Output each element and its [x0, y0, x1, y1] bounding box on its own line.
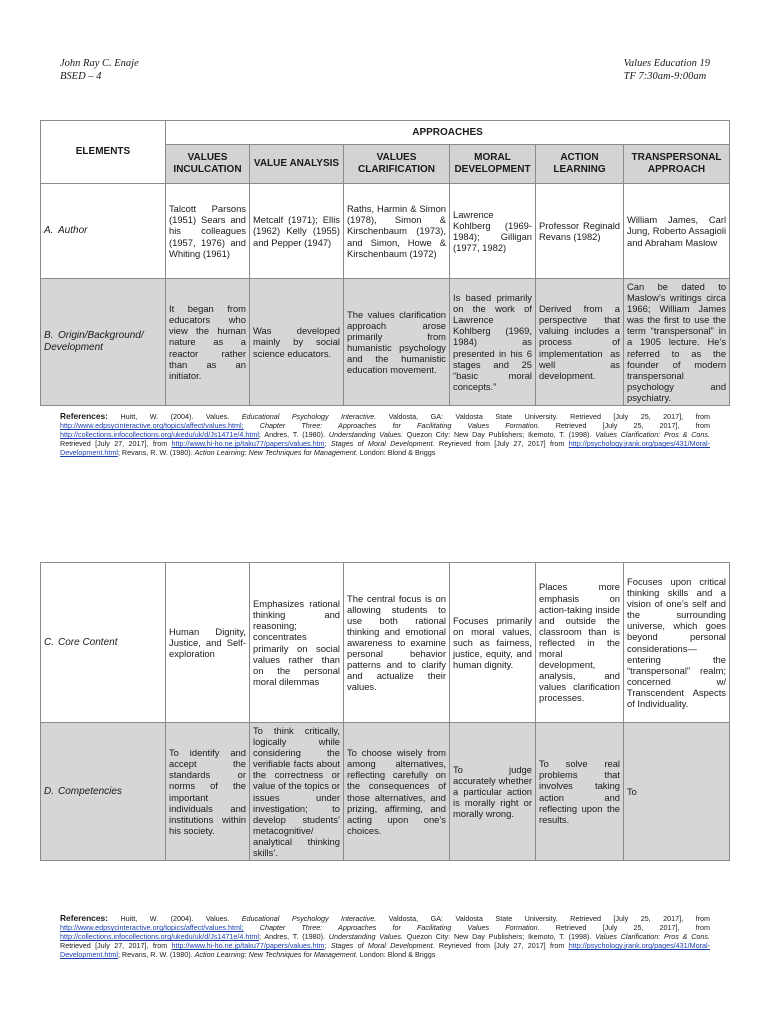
reference-text: Valdosta, GA: Valdosta State University. Retrieved [July 25, 2017], from [376, 914, 711, 923]
reference-title: Understanding Values. [328, 430, 404, 440]
table-cell: The central focus is on allowing students to use both rational thinking and emotional awareness to examine personal behavior patterns and to clarify and actualize their values. [344, 563, 450, 723]
table-cell: Focuses upon critical thinking skills and a vision of one’s self and the surrounding universe, which goes beyond personal considerations— entering the “transpersonal” realm; concerned w/ Transcendent Aspects of Individuality. [624, 563, 730, 723]
row-title: Core Content [58, 636, 118, 648]
reference-link[interactable]: http://www.hi-ho.ne.jp/taku77/papers/values.htm [171, 941, 325, 951]
table-cell: To think critically, logically while considering the verifiable facts about the correctness or value of the topics or issues under investigation; to develop students’ metacognitive/ analytical thinking skills’. [250, 723, 344, 861]
reference-text: Retrieved [July 25, 2017], from [539, 923, 711, 933]
reference-text [244, 421, 260, 430]
table-cell: William James, Carl Jung, Roberto Assagioli and Abraham Maslow [624, 184, 730, 279]
table-cell: It began from educators who view the human nature as a reactor rather than as an initiator. [166, 279, 250, 406]
table-cell: To judge accurately whether a particular action is morally right or morally wrong. [450, 723, 536, 861]
row-label [41, 184, 166, 279]
table-cell: Emphasizes rational thinking and reasoning; concentrates primarily on social values rather than on the personal moral dilemmas [250, 563, 344, 723]
reference-title: Chapter Three: Approaches for Facilitating Values Formation. [259, 923, 540, 933]
row-title: Author [58, 225, 88, 236]
column-header: VALUES INCULCATION [166, 145, 250, 184]
references-label: References: [60, 913, 108, 923]
reference-title: Values Clarification: Pros & Cons. [595, 932, 710, 942]
elements-header: ELEMENTS [41, 121, 166, 184]
column-header: VALUE ANALYSIS [250, 145, 344, 184]
reference-link[interactable]: http://psychology.jrank.org/pages/431/Moral-Development.html [60, 439, 711, 458]
author-name: John Ray C. Enaje [60, 58, 139, 69]
reference-text: Quezon City: New Day Publishers; Ikemoto, T. (1998). [403, 932, 596, 942]
table-row [41, 723, 730, 861]
row-label [41, 723, 166, 861]
reference-text: Reyrieved from [July 27, 2017] from [434, 439, 569, 449]
table-cell: Places more emphasis on action-taking inside and outside the classroom than is reflected in the moral development, analysis, and values clarification processes. [536, 563, 624, 723]
row-label [41, 563, 166, 723]
reference-text: ; [324, 439, 331, 449]
table-cell: Is based primarily on the work of Lawrence Kohlberg (1969, 1984) as presented in his 6 stages and 25 “basic moral concepts.” [450, 279, 536, 406]
table-cell: To choose wisely from among alternatives, reflecting carefully on the consequences of those alternatives, and prizing, affirming, and acting upon one’s choices. [344, 723, 450, 861]
reference-link[interactable]: http://www.edpsycinteractive.org/topics/affect/values.html; [60, 923, 244, 933]
table-cell: Talcott Parsons (1951) Sears and his colleagues (1957, 1976) and Whiting (1961) [166, 184, 250, 279]
reference-title: Understanding Values. [328, 932, 404, 942]
row-label [41, 279, 166, 406]
row-index: A. [44, 225, 54, 236]
reference-text: ; [324, 941, 331, 951]
reference-title: Stages of Moral Development. [330, 439, 435, 449]
references-block [60, 914, 710, 959]
reference-title: Educational Psychology Interactive. [241, 412, 377, 421]
row-index: B. [44, 330, 54, 342]
table-cell: Professor Reginald Revans (1982) [536, 184, 624, 279]
reference-text [244, 923, 260, 932]
table-cell: Can be dated to Maslow’s writings circa 1966; William James was the first to use the term “transpersonal” in a 1905 lecture. He’s referred to as the founder of modern transpersonal psychology and psychiatry. [624, 279, 730, 406]
approaches-header: APPROACHES [166, 121, 730, 145]
reference-text: ; Revans, R. W. (1980). [117, 448, 195, 458]
reference-text: Retrieved [July 27, 2017], from [60, 941, 172, 951]
table-cell: Raths, Harmin & Simon (1978), Simon & Kirschenbaum (1973), and Simon, Howe & Kirschenbaum (1972) [344, 184, 450, 279]
table-cell: Derived from a perspective that valuing includes a process of implementation as well as development. [536, 279, 624, 406]
reference-title: Chapter Three: Approaches for Facilitating Values Formation. [259, 421, 540, 431]
approaches-table-2 [40, 562, 730, 861]
reference-text: Reyrieved from [July 27, 2017] from [434, 941, 569, 951]
references-label: References: [60, 411, 108, 421]
table-cell: Focuses primarily on moral values, such as fairness, justice, equity, and human dignity. [450, 563, 536, 723]
reference-text: Huitt, W. (2004). Values. [107, 914, 242, 923]
table-row [41, 279, 730, 406]
reference-text: Retrieved [July 27, 2017], from [60, 439, 172, 449]
reference-link[interactable]: http://www.hi-ho.ne.jp/taku77/papers/values.htm [171, 439, 325, 449]
table-cell: Lawrence Kohlberg (1969-1984); Gilligan (1977, 1982) [450, 184, 536, 279]
reference-text: ; Revans, R. W. (1980). [117, 950, 195, 960]
reference-text: ; Andres, T. (1980). [258, 430, 329, 440]
reference-text: Retrieved [July 25, 2017], from [539, 421, 711, 431]
reference-title: Values Clarification: Pros & Cons. [595, 430, 710, 440]
reference-link[interactable]: http://collections.infocollections.org/ukedu/uk/d/Js1471e/4.html [60, 430, 259, 440]
reference-title: Action Learning: New Techniques for Management. [194, 950, 358, 960]
row-title: Competencies [58, 785, 122, 797]
reference-text: London: Blond & Briggs [357, 950, 436, 960]
table-row [41, 563, 730, 723]
reference-text: London: Blond & Briggs [357, 448, 436, 458]
row-index: D. [44, 785, 54, 797]
references-block [60, 412, 710, 457]
author-header [60, 57, 139, 83]
column-header: TRANSPERSONAL APPROACH [624, 145, 730, 184]
reference-title: Action Learning: New Techniques for Management. [194, 448, 358, 458]
approaches-table-1 [40, 120, 730, 406]
column-header: VALUES CLARIFICATION [344, 145, 450, 184]
reference-text: Quezon City: New Day Publishers; Ikemoto, T. (1998). [403, 430, 596, 440]
table-cell: Metcalf (1971); Ellis (1962) Kelly (1955) and Pepper (1947) [250, 184, 344, 279]
table-row [41, 184, 730, 279]
table-cell: The values clarification approach arose primarily from humanistic psychology and the humanistic education movement. [344, 279, 450, 406]
reference-link[interactable]: http://www.edpsycinteractive.org/topics/affect/values.html; [60, 421, 244, 431]
column-header: ACTION LEARNING [536, 145, 624, 184]
course-name: Values Education 19 [623, 58, 710, 69]
table-cell: To identify and accept the standards or norms of the important individuals and institutions within his society. [166, 723, 250, 861]
table-cell: To [624, 723, 730, 861]
course-schedule: TF 7:30am-9:00am [623, 71, 707, 82]
column-header: MORAL DEVELOPMENT [450, 145, 536, 184]
reference-text: Valdosta, GA: Valdosta State University. Retrieved [July 25, 2017], from [376, 412, 711, 421]
reference-link[interactable]: http://psychology.jrank.org/pages/431/Moral-Development.html [60, 941, 711, 960]
reference-title: Educational Psychology Interactive. [241, 914, 377, 923]
course-header [624, 57, 710, 83]
reference-text: ; Andres, T. (1980). [258, 932, 329, 942]
table-cell: Was developed mainly by social science educators. [250, 279, 344, 406]
table-cell: Human Dignity, Justice, and Self-exploration [166, 563, 250, 723]
reference-text: Huitt, W. (2004). Values. [107, 412, 242, 421]
author-course: BSED – 4 [60, 71, 102, 82]
row-title: Origin/Background/ Development [44, 330, 144, 354]
row-index: C. [44, 636, 54, 648]
table-cell: To solve real problems that involves taking action and reflecting upon the results. [536, 723, 624, 861]
reference-title: Stages of Moral Development. [330, 941, 435, 951]
reference-link[interactable]: http://collections.infocollections.org/ukedu/uk/d/Js1471e/4.html [60, 932, 259, 942]
